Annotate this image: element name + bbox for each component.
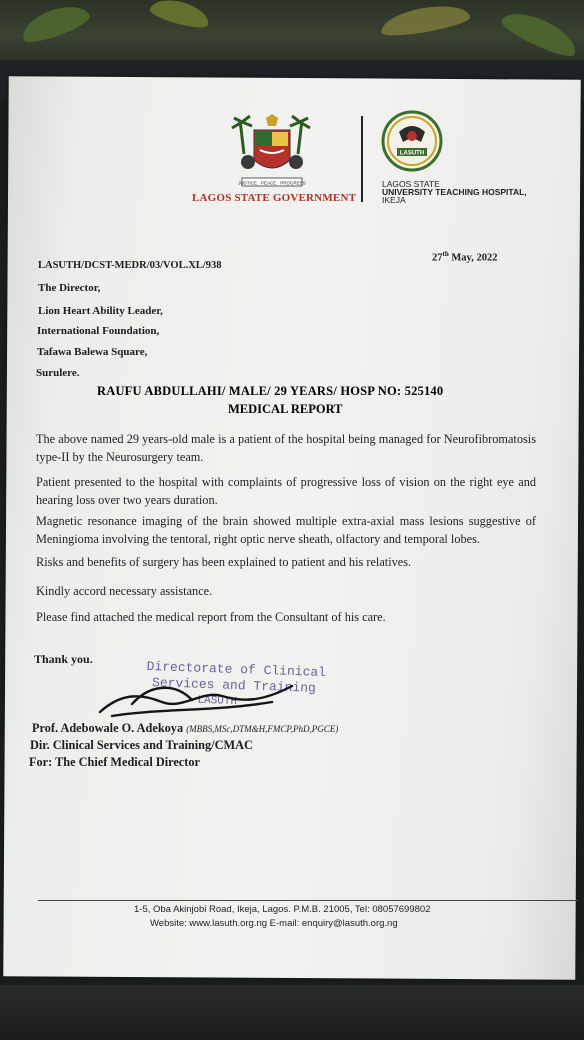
closing: Thank you. bbox=[34, 652, 93, 666]
stamp-line2: Services and Training bbox=[151, 675, 317, 696]
body-paragraph: The above named 29 years-old male is a patient of the hospital being managed for Neurofibromatosis type-II by the Neurosurgery team. bbox=[36, 432, 536, 464]
svg-text:LASUTH: LASUTH bbox=[399, 150, 425, 157]
date-suffix: th bbox=[442, 250, 449, 258]
background-floor bbox=[0, 985, 584, 1040]
signer-credentials: (MBBS,MSc,DTM&H,FMCP,PhD,PGCE) bbox=[186, 724, 339, 734]
subject-line: RAUFU ABDULLAHI/ MALE/ 29 YEARS/ HOSP NO: 525140 bbox=[97, 384, 444, 398]
body-paragraph: Risks and benefits of surgery has been explained to patient and his relatives. bbox=[36, 555, 412, 569]
footer-address: 1-5, Oba Akinjobi Road, Ikeja, Lagos. P.M.B. 21005, Tel: 08057699802 bbox=[134, 904, 431, 915]
stamp-line3: LASUTH bbox=[197, 694, 238, 709]
recipient-line: Surulere. bbox=[36, 367, 80, 379]
leaf-decoration bbox=[148, 0, 212, 31]
hospital-name-line2: UNIVERSITY TEACHING HOSPITAL, bbox=[382, 187, 527, 197]
recipient-line: Tafawa Balewa Square, bbox=[37, 346, 148, 358]
hospital-name-line3: IKEJA bbox=[382, 195, 406, 205]
recipient-line: The Director, bbox=[38, 282, 101, 294]
leaf-decoration bbox=[18, 0, 93, 47]
date-rest: May, 2022 bbox=[448, 252, 498, 264]
government-name: LAGOS STATE GOVERNMENT bbox=[192, 192, 357, 204]
signer-title: Dir. Clinical Services and Training/CMAC bbox=[30, 738, 253, 752]
body-paragraph: Kindly accord necessary assistance. bbox=[36, 584, 213, 598]
signer-name-text: Prof. Adebowale O. Adekoya bbox=[32, 721, 184, 735]
leaf-decoration bbox=[498, 4, 581, 61]
footer-contact: Website: www.lasuth.org.ng E-mail: enquiry@lasuth.org.ng bbox=[150, 918, 398, 929]
recipient-line: International Foundation, bbox=[37, 325, 160, 337]
header-divider bbox=[361, 116, 363, 202]
hospital-name bbox=[382, 180, 527, 204]
subject-title: MEDICAL REPORT bbox=[228, 402, 343, 416]
hospital-name-line1: LAGOS STATE bbox=[382, 179, 440, 189]
footer-divider bbox=[38, 900, 578, 901]
date-day: 27 bbox=[432, 252, 443, 264]
signer-for: For: The Chief Medical Director bbox=[29, 755, 200, 769]
body-paragraph: Magnetic resonance imaging of the brain showed multiple extra-axial mass lesions suggestive of Meningioma involving the tentoral, right optic nerve sheath, olfactory and temporal lobes. bbox=[36, 514, 536, 546]
lagos-state-crest-icon bbox=[230, 114, 314, 192]
body-paragraph: Please find attached the medical report from the Consultant of his care. bbox=[36, 610, 386, 624]
recipient-line: Lion Heart Ability Leader, bbox=[38, 305, 163, 317]
lasuth-logo-icon bbox=[381, 110, 443, 172]
signer-name bbox=[32, 721, 338, 736]
svg-text:JUSTICE · PEACE · PROGRESS: JUSTICE · PEACE · PROGRESS bbox=[238, 180, 306, 186]
body-paragraph: Patient presented to the hospital with complaints of progressive loss of vision on the right eye and hearing loss over two years duration. bbox=[36, 475, 536, 507]
stamp-line1: Directorate of Clinical bbox=[146, 658, 327, 681]
leaf-decoration bbox=[379, 0, 472, 39]
signature-icon bbox=[92, 672, 322, 722]
letter-date bbox=[432, 250, 497, 264]
reference-number: LASUTH/DCST-MEDR/03/VOL.XL/938 bbox=[38, 260, 222, 271]
